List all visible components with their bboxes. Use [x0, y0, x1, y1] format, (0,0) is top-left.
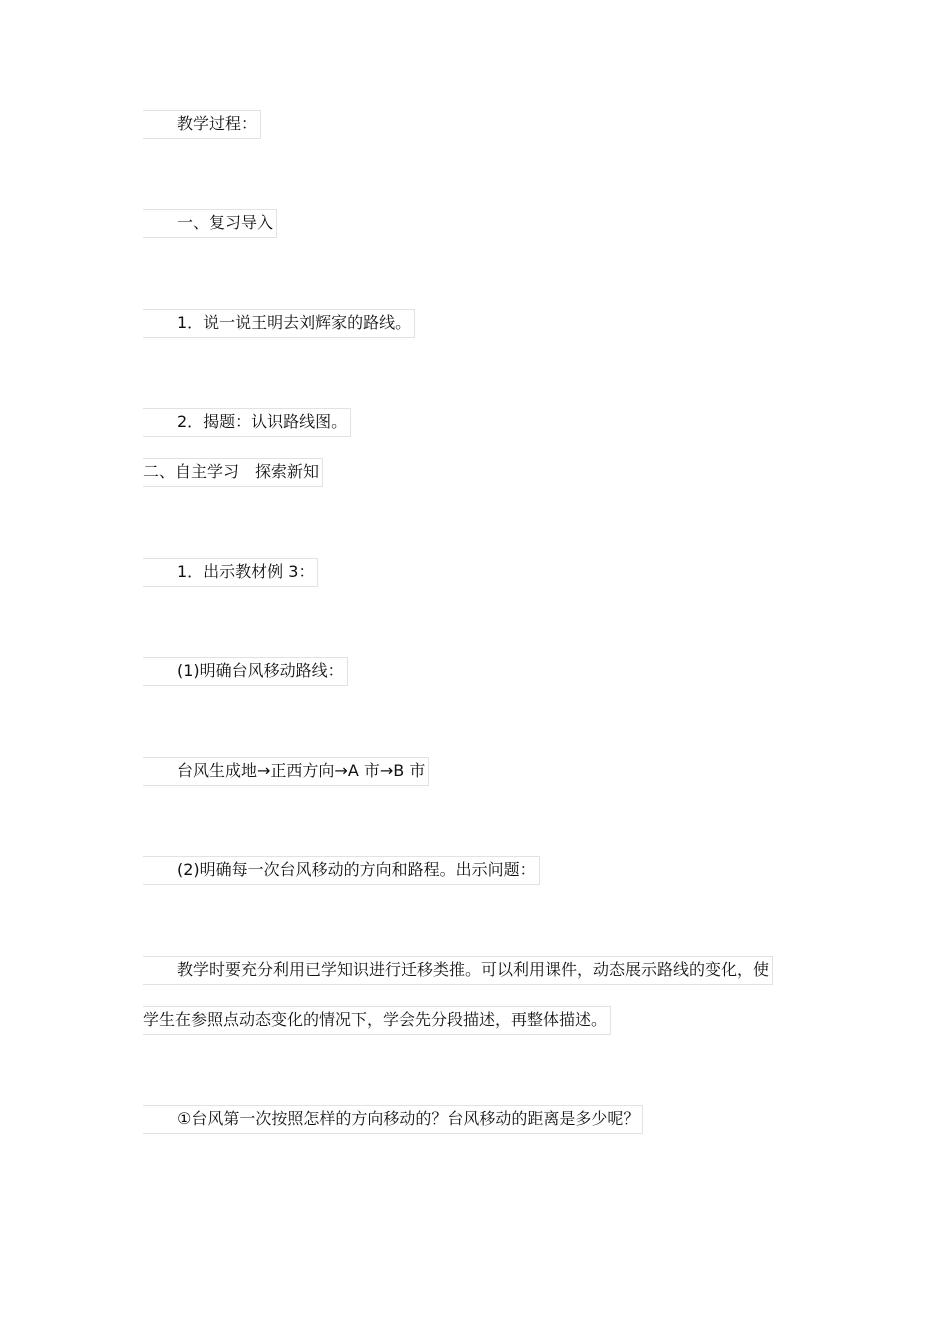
teaching-note-line-2: 学生在参照点动态变化的情况下，学会先分段描述，再整体描述。 — [143, 1006, 611, 1035]
heading-teaching-process: 教学过程： — [143, 110, 261, 139]
section-review-intro: 一、复习导入 — [143, 209, 277, 238]
section-self-study: 二、自主学习 探索新知 — [143, 458, 323, 487]
item-describe-route: 1．说一说王明去刘辉家的路线。 — [143, 309, 415, 338]
teaching-note-line-1: 教学时要充分利用已学知识进行迁移类推。可以利用课件，动态展示路线的变化，使 — [143, 956, 773, 985]
item-direction-distance: (2)明确每一次台风移动的方向和路程。出示问题： — [143, 856, 540, 885]
item-show-example: 1．出示教材例 3： — [143, 558, 318, 587]
item-reveal-topic: 2．揭题：认识路线图。 — [143, 408, 351, 437]
question-first-move: ①台风第一次按照怎样的方向移动的？台风移动的距离是多少呢？ — [143, 1105, 643, 1134]
item-typhoon-route: (1)明确台风移动路线： — [143, 657, 348, 686]
route-description: 台风生成地→正西方向→A 市→B 市 — [143, 757, 429, 786]
